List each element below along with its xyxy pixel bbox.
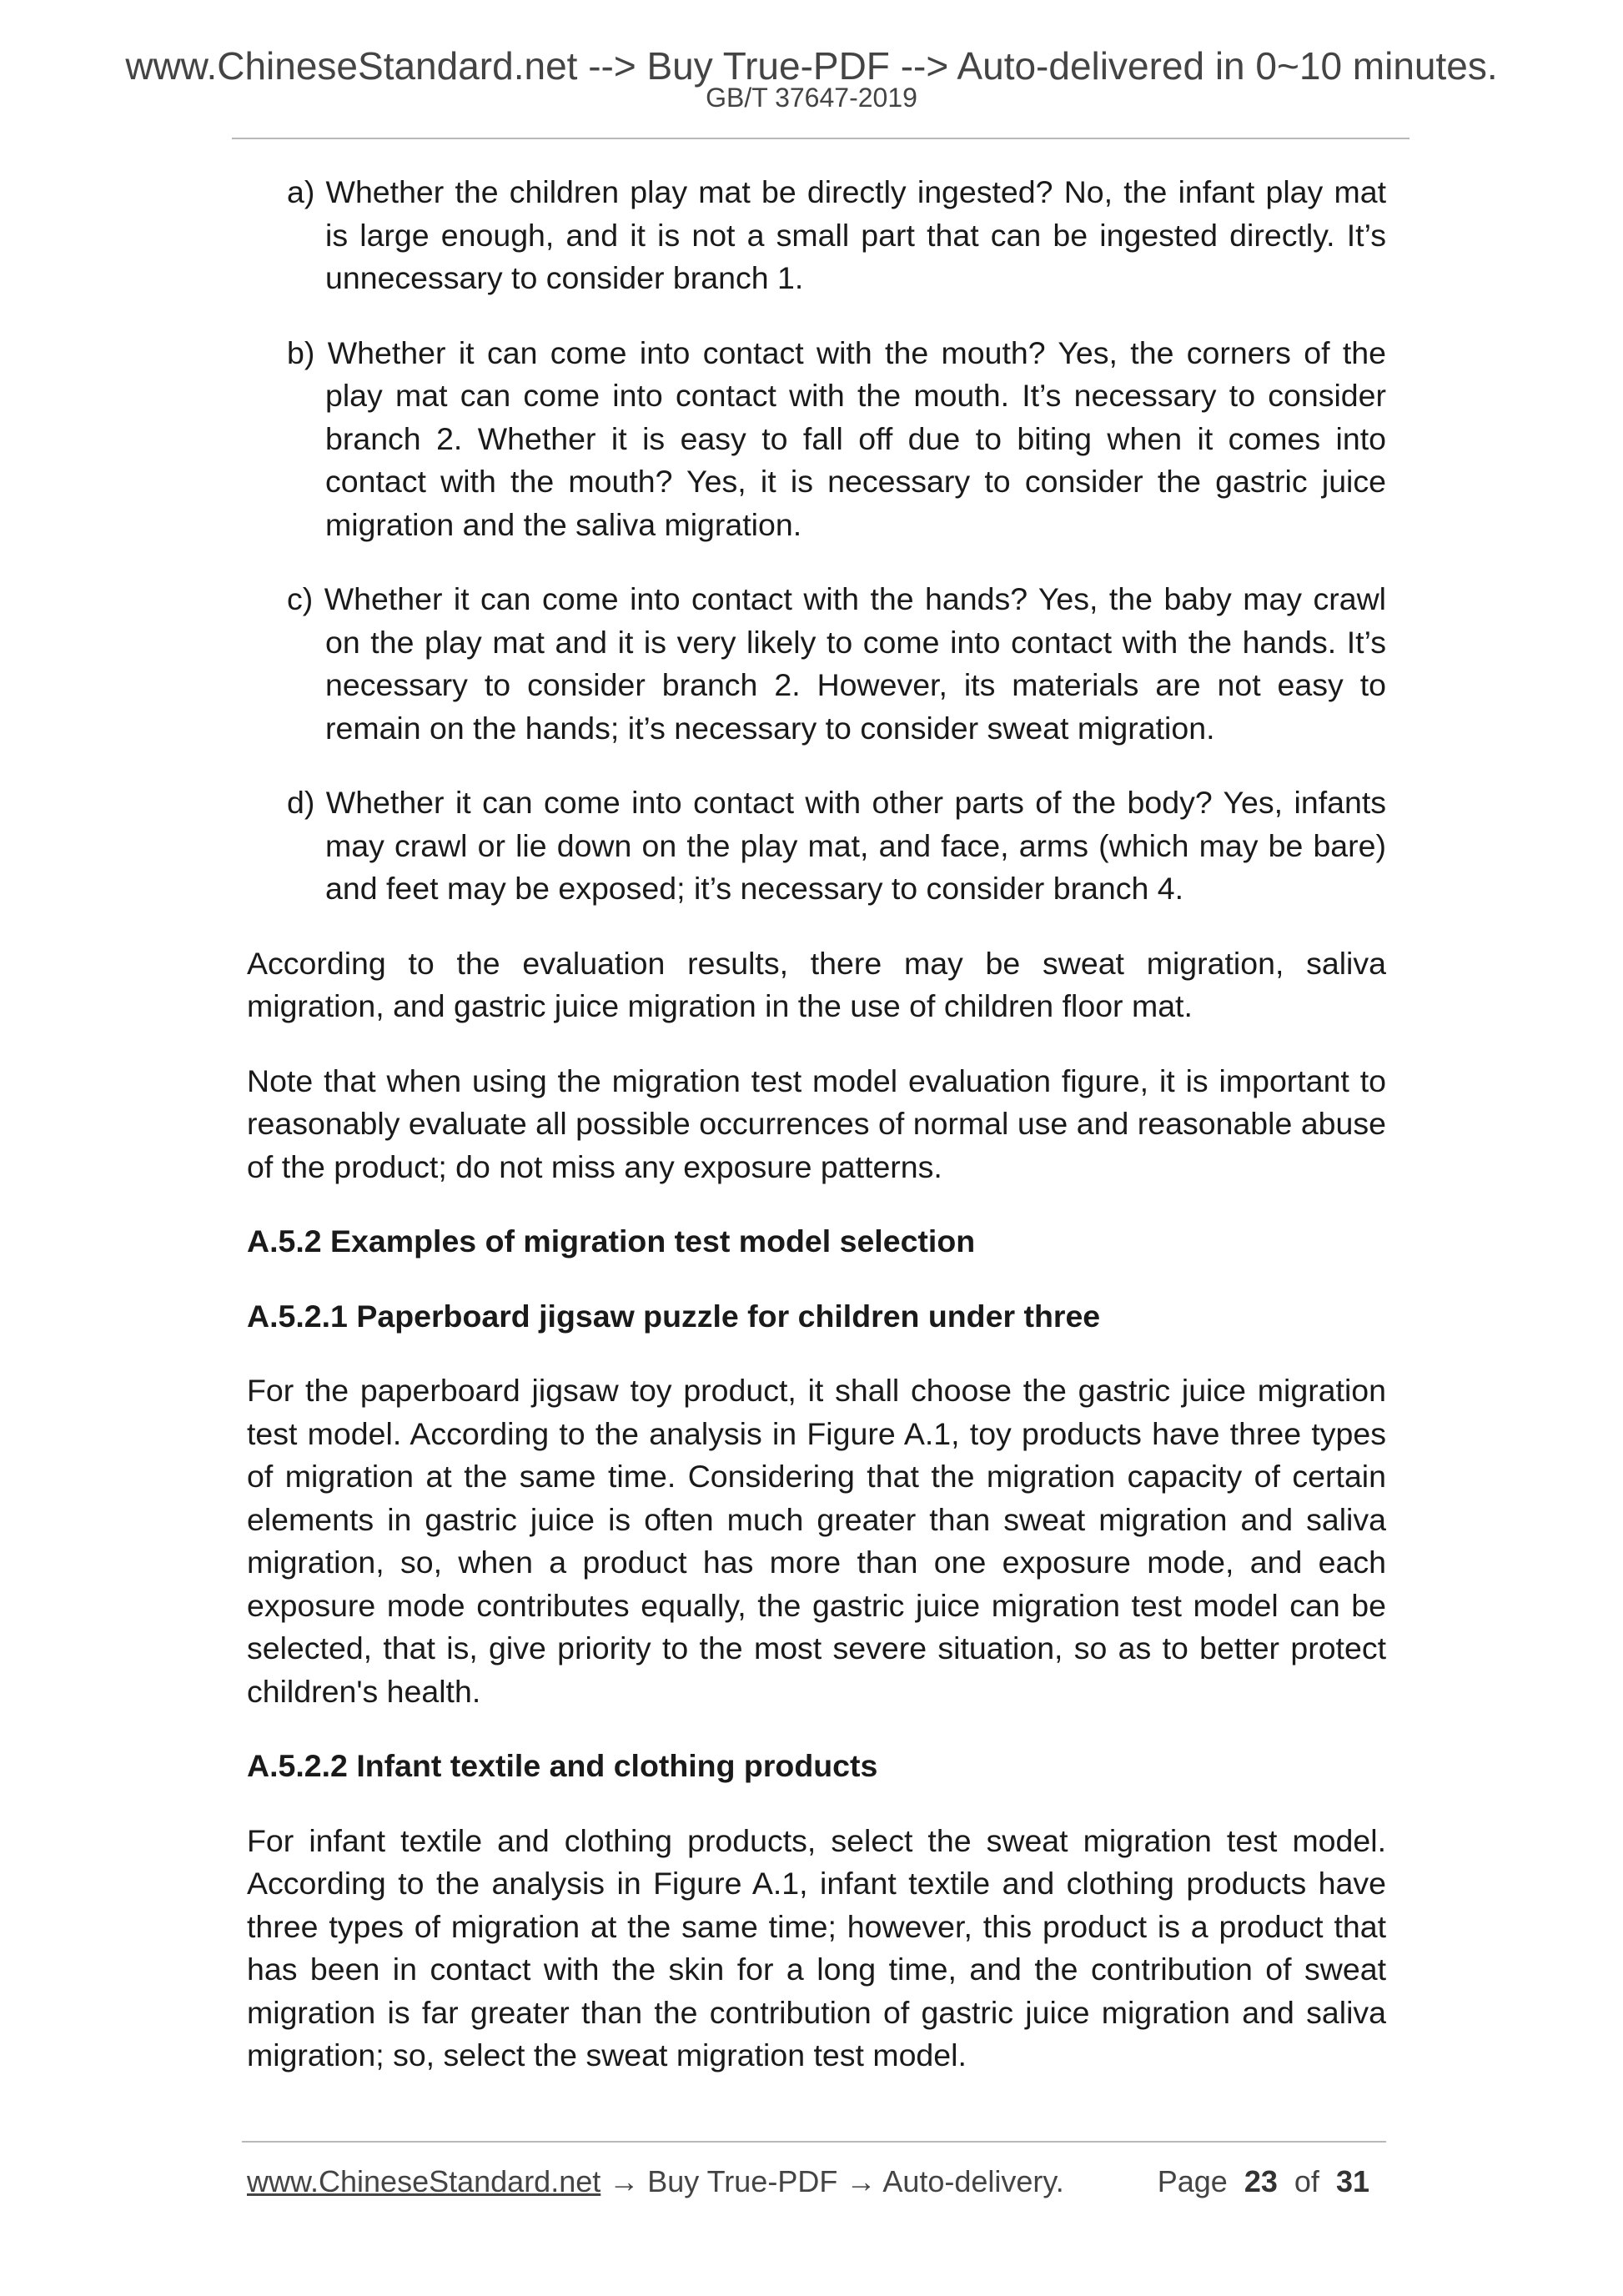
document-body [247, 171, 1386, 2109]
standard-code: GB/T 37647-2019 [706, 83, 917, 113]
list-item-text: Whether it can come into contact with other parts of the body? Yes, infants may crawl or lie down on the play mat, and face, arms (which may be bare) and feet may be exposed; it’s necessary to consider branch 4. [325, 785, 1387, 906]
page-label: Page [1157, 2164, 1228, 2198]
list-marker: b) [287, 334, 315, 370]
site-banner: www.ChineseStandard.net --> Buy True-PDF --> Auto-delivered in 0~10 minutes. [125, 44, 1498, 88]
note-paragraph: Note that when using the migration test model evaluation figure, it is important to reasonably evaluate all possible occurrences of normal use and reasonable abuse of the product; do not miss any exposure patterns. [247, 1063, 1386, 1184]
section-heading-a521: A.5.2.1 Paperboard jigsaw puzzle for children under three [247, 1298, 1101, 1334]
page-number [1158, 2163, 1369, 2200]
footer-promo-text: → Buy True-PDF → Auto-delivery. [600, 2164, 1064, 2198]
puzzle-paragraph: For the paperboard jigsaw toy product, it shall choose the gastric juice migration test model. According to the analysis in Figure A.1, toy products have three types of migration at the same time. Considering that the migration capacity of certain elements in gastric juice is often much greater than sweat migration and saliva migration, so, when a product has more than one exposure mode, and each exposure mode contributes equally, the gastric juice migration test model can be selected, that is, give priority to the most severe situation, so as to better protect children's health. [247, 1373, 1386, 1709]
list-marker: c) [287, 581, 314, 616]
list-item-text: Whether the children play mat be directly ingested? No, the infant play mat is large enough, and it is not a small part that can be ingested directly. It’s unnecessary to consider branch 1. [325, 174, 1386, 295]
textile-paragraph: For infant textile and clothing products, select the sweat migration test model. According to the analysis in Figure A.1, infant textile and clothing products have three types of migration at the same time; however, this product is a product that has been in contact with the skin for a long time, and the contribution of sweat migration is far greater than the contribution of gastric juice migration and saliva migration; so, select the sweat migration test model. [247, 1822, 1386, 2072]
list-item-b [247, 332, 1386, 547]
header-divider [232, 138, 1409, 139]
section-heading-a52: A.5.2 Examples of migration test model selection [247, 1223, 976, 1259]
list-item-d [247, 781, 1386, 911]
list-marker: d) [287, 785, 315, 820]
page-current: 23 [1244, 2164, 1278, 2198]
footer-site-link[interactable]: www.ChineseStandard.net [247, 2164, 601, 2198]
list-item-c [247, 578, 1386, 750]
list-item-a [247, 171, 1386, 300]
section-heading-a522: A.5.2.2 Infant textile and clothing products [247, 1748, 878, 1783]
list-item-text: Whether it can come into contact with the hands? Yes, the baby may crawl on the play mat and it is very likely to come into contact with the hands. It’s necessary to consider branch 2. However, its materials are not easy to remain on the hands; it’s necessary to consider sweat migration. [324, 581, 1386, 746]
footer-divider [242, 2141, 1386, 2143]
evaluation-results-paragraph: According to the evaluation results, there may be sweat migration, saliva migration, and gastric juice migration in the use of children floor mat. [247, 945, 1386, 1023]
footer-promo [247, 2163, 1064, 2200]
of-label: of [1294, 2164, 1319, 2198]
page-total: 31 [1335, 2164, 1369, 2198]
list-marker: a) [287, 174, 315, 209]
list-item-text: Whether it can come into contact with the mouth? Yes, the corners of the play mat can come into contact with the mouth. It’s necessary to consider branch 2. Whether it is easy to fall off due to biting when it comes into contact with the mouth? Yes, it is necessary to consider the gastric juice migration and the saliva migration. [325, 334, 1387, 542]
